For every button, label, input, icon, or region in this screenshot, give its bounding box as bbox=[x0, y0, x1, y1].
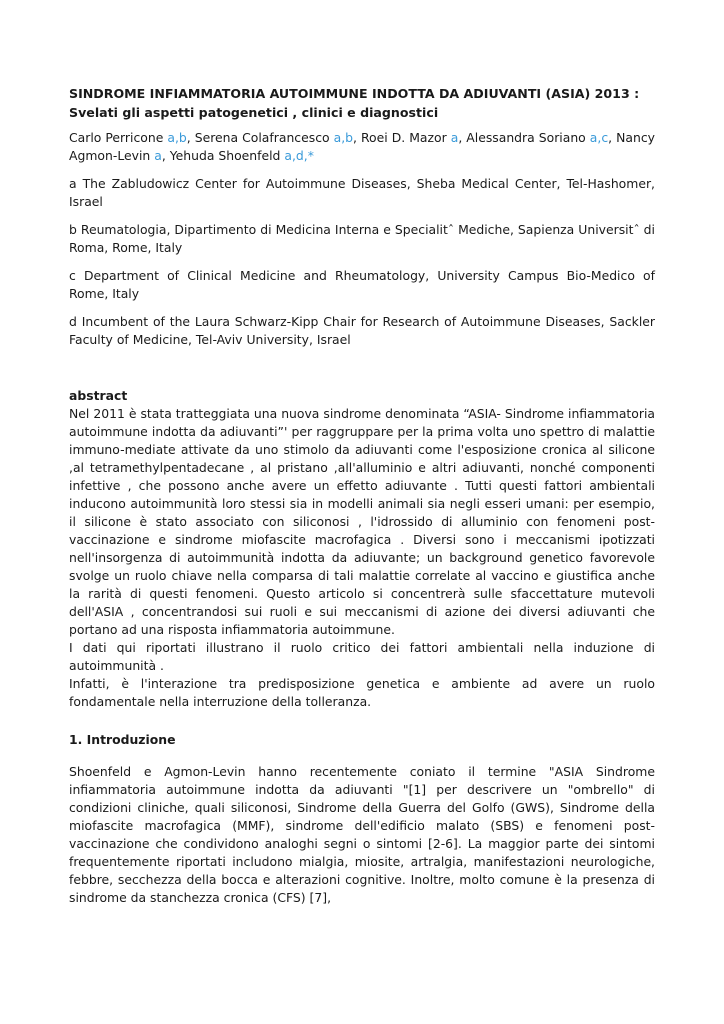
abstract-heading: abstract bbox=[69, 388, 128, 403]
abstract-paragraph: I dati qui riportati illustrano il ruolo critico dei fattori ambientali nella induzione di autoimmunità . bbox=[69, 640, 655, 673]
author-affiliation-link[interactable]: a bbox=[450, 130, 459, 145]
affiliation-b: b Reumatologia, Dipartimento di Medicina Interna e Specialitˆ Mediche, Sapienza Universitˆ di Roma, Rome, Italy bbox=[69, 222, 655, 255]
author-list: Carlo Perricone a,b, Serena Colafrancesco a,b, Roei D. Mazor a, Alessandra Soriano a,c, Nancy Agmon-Levin a, Yehuda Shoenfeld a,d,* bbox=[69, 130, 655, 163]
author-affiliation-link[interactable]: a bbox=[154, 148, 162, 163]
author-affiliation-link[interactable]: a,d,* bbox=[284, 148, 314, 163]
author-name: Serena Colafrancesco bbox=[194, 130, 330, 145]
introduction-heading: 1. Introduzione bbox=[69, 732, 176, 747]
author-name: Alessandra Soriano bbox=[466, 130, 586, 145]
author-name: Carlo Perricone bbox=[69, 130, 164, 145]
abstract-paragraph: Infatti, è l'interazione tra predisposizione genetica e ambiente ad avere un ruolo fondamentale nella interruzione della tolleranza. bbox=[69, 676, 655, 709]
abstract-body bbox=[69, 405, 655, 711]
author-name: Roei D. Mazor bbox=[361, 130, 447, 145]
abstract-paragraph: Nel 2011 è stata tratteggiata una nuova sindrome denominata “ASIA- Sindrome infiammatoria autoimmune indotta da adiuvanti”' per raggruppare per la prima volta uno spettro di malattie immuno-mediate attivate da uno stimolo da adiuvanti come l'esposizione cronica al silicone ,al tetramethylpentadecane , al pristano ,all'alluminio e altri adiuvanti, nonché componenti infettive , che possono anche avere un effetto adiuvante . Tutti questi fattori ambientali inducono autoimmunità loro stessi sia in modelli animali sia negli esseri umani: per esempio, il silicone è stato associato con siliconosi , l'idrossido di alluminio con fenomeni post-vaccinazione e sindrome miofascite macrofagica . Diversi sono i meccanismi ipotizzati nell'insorgenza di autoimmunità indotta da adiuvante; un background genetico favorevole svolge un ruolo chiave nella comparsa di tali malattie correlate al vaccino e giustifica anche la rarità di questi fenomeni. Questo articolo si concentrerà sulle sfaccettature mutevoli dell'ASIA , concentrandosi sui ruoli e sui meccanismi di azione dei diversi adiuvanti che portano ad una risposta infiammatoria autoimmune. bbox=[69, 406, 655, 637]
affiliation-d: d Incumbent of the Laura Schwarz-Kipp Chair for Research of Autoimmune Diseases, Sackler Faculty of Medicine, Tel-Aviv University, Israel bbox=[69, 314, 655, 347]
affiliation-a: a The Zabludowicz Center for Autoimmune Diseases, Sheba Medical Center, Tel-Hashomer, Israel bbox=[69, 176, 655, 209]
author-name: Yehuda Shoenfeld bbox=[169, 148, 281, 163]
author-affiliation-link[interactable]: a,b bbox=[167, 130, 187, 145]
author-affiliation-link[interactable]: a,c bbox=[589, 130, 609, 145]
paper-title: SINDROME INFIAMMATORIA AUTOIMMUNE INDOTTA DA ADIUVANTI (ASIA) 2013 : Svelati gli aspetti patogenetici , clinici e diagnostici bbox=[69, 86, 640, 120]
introduction-paragraph: Shoenfeld e Agmon-Levin hanno recentemente coniato il termine "ASIA Sindrome infiammatoria autoimmune indotta da adiuvanti "[1] per descrivere un "ombrello" di condizioni cliniche, quali siliconosi, Sindrome della Guerra del Golfo (GWS), Sindrome della miofascite macrofagica (MMF), sindrome dell'edificio malato (SBS) e fenomeni post-vaccinazione che condividono analoghi segni o sintomi [2-6]. La maggior parte dei sintomi frequentemente riportati includono mialgia, miosite, artralgia, manifestazioni neurologiche, febbre, secchezza della bocca e alterazioni cognitive. Inoltre, molto comune è la presenza di sindrome da stanchezza cronica (CFS) [7], bbox=[69, 764, 655, 905]
affiliation-c: c Department of Clinical Medicine and Rheumatology, University Campus Bio-Medico of Rome, Italy bbox=[69, 268, 655, 301]
author-name: Nancy Agmon-Levin bbox=[69, 130, 655, 163]
author-affiliation-link[interactable]: a,b bbox=[333, 130, 354, 145]
